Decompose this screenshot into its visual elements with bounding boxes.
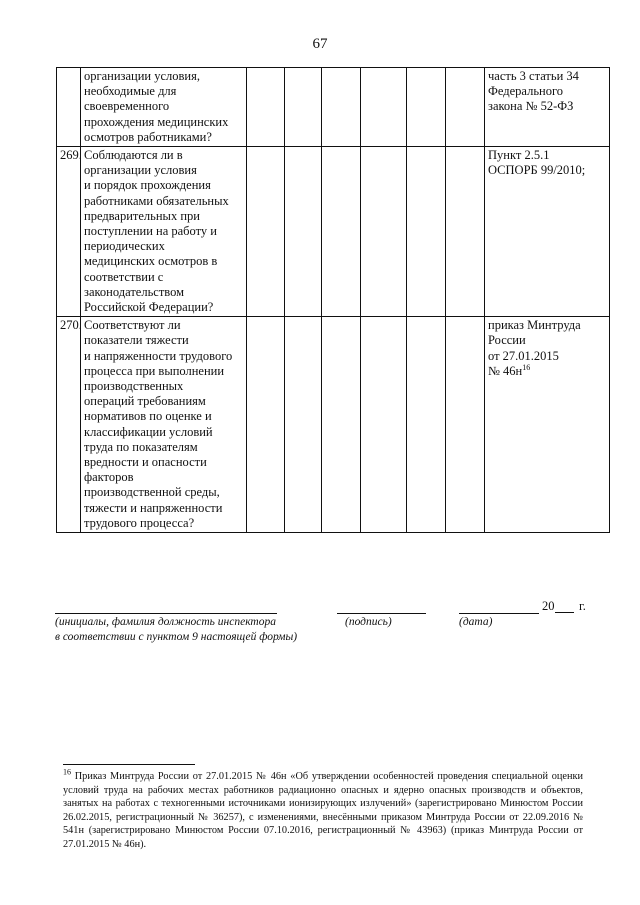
year-suffix: г. xyxy=(579,599,586,613)
reference-line xyxy=(488,84,606,99)
question-line: факторов xyxy=(84,470,134,485)
date-line xyxy=(459,613,539,614)
reference-text: часть 3 статьи 34 xyxy=(488,69,579,83)
footnote-reference: 16 xyxy=(522,362,531,372)
reference-line xyxy=(488,69,606,84)
inspector-signature-line xyxy=(55,613,277,614)
reference-cell xyxy=(485,68,610,147)
question-line: и напряженности трудового xyxy=(84,348,233,363)
reference-text: № 46н xyxy=(488,363,523,378)
date-caption: (дата) xyxy=(459,616,493,628)
answer-cell xyxy=(322,68,361,147)
question-line: классификации условий xyxy=(84,424,213,439)
reference-text: закона № 52-ФЗ xyxy=(488,99,574,114)
question-cell xyxy=(81,317,247,533)
question-line: соответствии с xyxy=(84,269,164,284)
question-line: трудового процесса? xyxy=(84,515,195,530)
answer-cell xyxy=(407,68,446,147)
footnote-marker: 16 xyxy=(63,767,71,777)
answer-cell xyxy=(407,147,446,317)
reference-text: приказ Минтруда xyxy=(488,318,581,333)
table-row xyxy=(57,147,610,317)
answer-cell xyxy=(446,68,485,147)
question-line: Российской Федерации? xyxy=(84,300,214,315)
question-line: производственных xyxy=(84,379,184,394)
footnote-text: Приказ Минтруда России от 27.01.2015 № 46н «Об утверждении особенностей проведения специальной оценки условий труда на рабочих местах работников радиационно опасных и ядерно опасных производств и объектов, занятых на работах с техногенными источниками ионизирующих излучений» (зарегистрировано Минюстом России 26.02.2015, регистрационный № 36257), с изменениями, внесёнными приказом Минтруда России от 22.09.2016 № 541н (зарегистрировано Минюстом России 07.10.2016, регистрационный № 43963) (приказ Минтруда России от 27.01.2015 № 46н). xyxy=(63,771,583,850)
footnote xyxy=(63,767,583,852)
answer-cell xyxy=(285,147,322,317)
table-row xyxy=(57,317,610,533)
question-line: предварительных при xyxy=(84,208,200,223)
question-line: производственной среды, xyxy=(84,485,220,500)
question-line: периодических xyxy=(84,239,165,254)
answer-cell xyxy=(247,147,285,317)
question-line: операций требованиям xyxy=(84,394,206,409)
reference-cell xyxy=(485,147,610,317)
question-line: тяжести и напряженности xyxy=(84,500,223,515)
question-line: Соответствуют ли xyxy=(84,318,181,333)
question-line: работниками обязательных xyxy=(84,193,229,208)
question-line: поступлении на работу и xyxy=(84,224,217,239)
question-line: нормативов по оценке и xyxy=(84,409,212,424)
row-number xyxy=(57,68,81,147)
question-line: прохождения медицинских xyxy=(84,114,229,129)
reference-text: от 27.01.2015 xyxy=(488,348,559,363)
reference-text: России xyxy=(488,333,526,348)
year-blank xyxy=(555,612,574,613)
question-line: вредности и опасности xyxy=(84,455,207,470)
question-line: своевременного xyxy=(84,99,170,114)
reference-line xyxy=(488,318,606,333)
question-line: законодательством xyxy=(84,284,185,299)
reference-line xyxy=(488,364,606,379)
question-line: осмотров работниками? xyxy=(84,129,212,144)
footnote-rule xyxy=(63,764,195,765)
reference-line xyxy=(488,148,606,163)
question-line: организации условия, xyxy=(84,69,200,83)
checklist-table xyxy=(56,67,610,533)
question-cell xyxy=(81,147,247,317)
question-line: организации условия xyxy=(84,163,197,178)
answer-cell xyxy=(322,147,361,317)
answer-cell xyxy=(361,317,407,533)
answer-cell xyxy=(407,317,446,533)
question-line: процесса при выполнении xyxy=(84,363,225,378)
question-line: медицинских осмотров в xyxy=(84,254,218,269)
question-line: показатели тяжести xyxy=(84,333,189,348)
page-number: 67 xyxy=(312,36,328,52)
question-line: необходимые для xyxy=(84,84,177,99)
answer-cell xyxy=(361,68,407,147)
table-row xyxy=(57,68,610,147)
inspector-caption-line1: (инициалы, фамилия должность инспектора xyxy=(55,616,276,628)
year-prefix: 20 xyxy=(542,599,555,613)
answer-cell xyxy=(446,317,485,533)
inspector-caption-line2: в соответствии с пунктом 9 настоящей формы) xyxy=(55,631,298,643)
answer-cell xyxy=(247,317,285,533)
answer-cell xyxy=(285,68,322,147)
reference-text: Федерального xyxy=(488,84,564,99)
reference-line xyxy=(488,99,606,114)
reference-cell xyxy=(485,317,610,533)
question-line: труда по показателям xyxy=(84,439,198,454)
answer-cell xyxy=(446,147,485,317)
reference-text: Пункт 2.5.1 xyxy=(488,148,550,163)
row-number: 270. xyxy=(57,317,81,533)
question-line: и порядок прохождения xyxy=(84,178,211,193)
question-line: Соблюдаются ли в xyxy=(84,148,183,163)
answer-cell xyxy=(322,317,361,533)
signature-line xyxy=(337,613,426,614)
reference-text: ОСПОРБ 99/2010; xyxy=(488,163,586,178)
answer-cell xyxy=(285,317,322,533)
signature-caption: (подпись) xyxy=(345,616,392,628)
question-cell xyxy=(81,68,247,147)
reference-line xyxy=(488,163,606,178)
answer-cell xyxy=(247,68,285,147)
reference-line xyxy=(488,349,606,364)
answer-cell xyxy=(361,147,407,317)
row-number: 269. xyxy=(57,147,81,317)
reference-line xyxy=(488,333,606,348)
